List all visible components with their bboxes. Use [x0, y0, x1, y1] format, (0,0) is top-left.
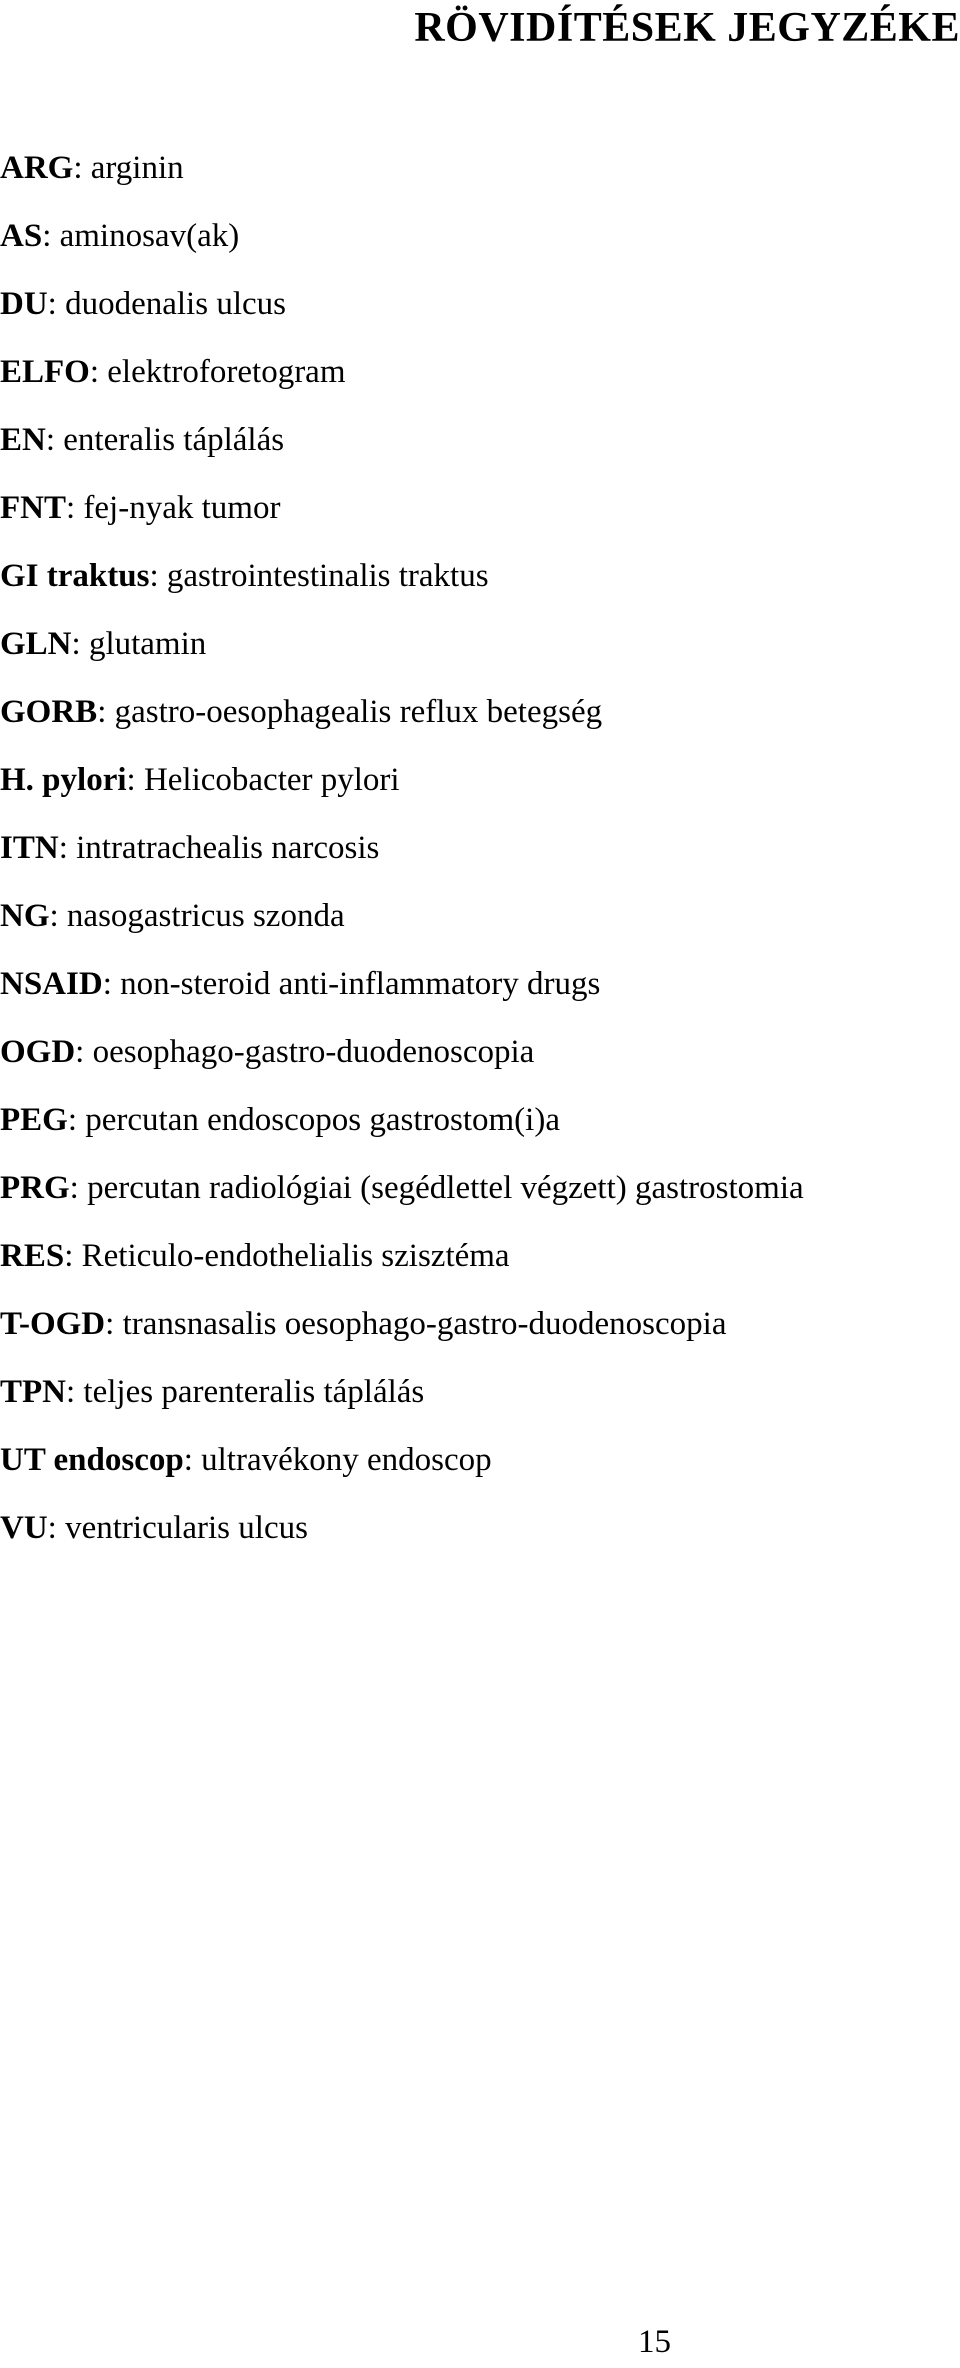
- abbreviation-term: ARG: [0, 150, 74, 186]
- abbreviation-definition: aminosav(ak): [59, 218, 240, 254]
- abbreviation-item: [0, 412, 960, 480]
- abbreviation-definition: enteralis táplálás: [63, 422, 285, 458]
- abbreviation-item: [0, 1024, 960, 1092]
- abbreviation-item: [0, 1092, 960, 1160]
- abbreviation-definition: ventricularis ulcus: [65, 1510, 308, 1546]
- abbreviation-separator: :: [102, 966, 112, 1002]
- abbreviation-item: [0, 752, 960, 820]
- abbreviation-item: [0, 276, 960, 344]
- abbreviation-term: ELFO: [0, 354, 90, 390]
- abbreviation-item: [0, 1432, 960, 1500]
- abbreviation-term: UT endoscop: [0, 1442, 184, 1478]
- abbreviation-term: ITN: [0, 830, 59, 866]
- abbreviation-item: [0, 548, 960, 616]
- abbreviation-term: EN: [0, 422, 46, 458]
- abbreviation-definition: Reticulo-endothelialis szisztéma: [81, 1238, 510, 1274]
- abbreviation-item: [0, 684, 960, 752]
- abbreviation-separator: :: [47, 286, 57, 322]
- abbreviation-definition: elektroforetogram: [107, 354, 346, 390]
- abbreviation-item: [0, 616, 960, 684]
- abbreviation-separator: :: [71, 626, 81, 662]
- abbreviation-separator: :: [89, 354, 100, 390]
- abbreviation-separator: :: [42, 218, 52, 254]
- abbreviation-item: [0, 1364, 960, 1432]
- abbreviation-definition: ultravékony endoscop: [201, 1442, 492, 1478]
- abbreviation-term: AS: [0, 218, 43, 254]
- abbreviation-term: GI traktus: [0, 558, 150, 594]
- abbreviation-definition: non-steroid anti-inflammatory drugs: [120, 966, 601, 1002]
- abbreviation-item: [0, 480, 960, 548]
- abbreviation-definition: percutan radiológiai (segédlettel végzett) gastrostomia: [87, 1170, 804, 1206]
- abbreviation-definition: fej-nyak tumor: [83, 490, 281, 526]
- abbreviation-item: [0, 1296, 960, 1364]
- abbreviation-separator: :: [149, 558, 159, 594]
- abbreviation-list: [0, 140, 960, 1568]
- abbreviation-separator: :: [97, 694, 107, 730]
- abbreviation-term: DU: [0, 286, 48, 322]
- abbreviation-definition: glutamin: [88, 626, 207, 662]
- abbreviation-term: GLN: [0, 626, 72, 662]
- abbreviation-definition: percutan endoscopos gastrostom(i)a: [85, 1102, 560, 1138]
- abbreviation-item: [0, 956, 960, 1024]
- abbreviation-separator: :: [75, 1034, 85, 1070]
- abbreviation-definition: nasogastricus szonda: [66, 898, 345, 934]
- abbreviation-definition: teljes parenteralis táplálás: [83, 1374, 425, 1410]
- abbreviation-item: [0, 140, 960, 208]
- abbreviation-separator: :: [45, 422, 56, 458]
- page-number: 15: [638, 2324, 671, 2360]
- abbreviation-definition: gastro-oesophagealis reflux betegség: [114, 694, 603, 730]
- abbreviation-definition: Helicobacter pylori: [143, 762, 400, 798]
- abbreviation-item: [0, 208, 960, 276]
- abbreviation-separator: :: [126, 762, 136, 798]
- abbreviation-term: NSAID: [0, 966, 103, 1002]
- abbreviation-term: PEG: [0, 1102, 68, 1138]
- abbreviation-definition: arginin: [90, 150, 184, 186]
- abbreviation-separator: :: [64, 1238, 74, 1274]
- abbreviation-item: [0, 1228, 960, 1296]
- abbreviation-separator: :: [47, 1510, 57, 1546]
- abbreviation-separator: :: [73, 150, 83, 186]
- abbreviation-term: VU: [0, 1510, 48, 1546]
- abbreviation-separator: :: [66, 490, 76, 526]
- abbreviation-separator: :: [183, 1442, 193, 1478]
- abbreviation-separator: :: [58, 830, 68, 866]
- abbreviation-term: OGD: [0, 1034, 76, 1070]
- abbreviation-separator: :: [67, 1102, 78, 1138]
- abbreviation-term: FNT: [0, 490, 66, 526]
- abbreviation-separator: :: [66, 1374, 76, 1410]
- abbreviation-item: [0, 1500, 960, 1568]
- abbreviation-term: T-OGD: [0, 1306, 106, 1342]
- abbreviation-term: RES: [0, 1238, 65, 1274]
- abbreviation-item: [0, 888, 960, 956]
- abbreviation-separator: :: [105, 1306, 115, 1342]
- abbreviation-item: [0, 820, 960, 888]
- abbreviation-term: TPN: [0, 1374, 66, 1410]
- abbreviation-term: GORB: [0, 694, 98, 730]
- abbreviation-definition: duodenalis ulcus: [65, 286, 286, 322]
- abbreviation-definition: gastrointestinalis traktus: [166, 558, 489, 594]
- abbreviation-separator: :: [69, 1170, 79, 1206]
- abbreviation-separator: :: [49, 898, 59, 934]
- abbreviation-term: H. pylori: [0, 762, 127, 798]
- abbreviation-term: PRG: [0, 1170, 70, 1206]
- abbreviation-definition: transnasalis oesophago-gastro-duodenoscopia: [122, 1306, 727, 1342]
- abbreviation-definition: oesophago-gastro-duodenoscopia: [92, 1034, 535, 1070]
- abbreviation-term: NG: [0, 898, 50, 934]
- abbreviation-item: [0, 1160, 960, 1228]
- abbreviation-definition: intratrachealis narcosis: [76, 830, 380, 866]
- abbreviation-item: [0, 344, 960, 412]
- page-title: RÖVIDÍTÉSEK JEGYZÉKE: [414, 5, 960, 51]
